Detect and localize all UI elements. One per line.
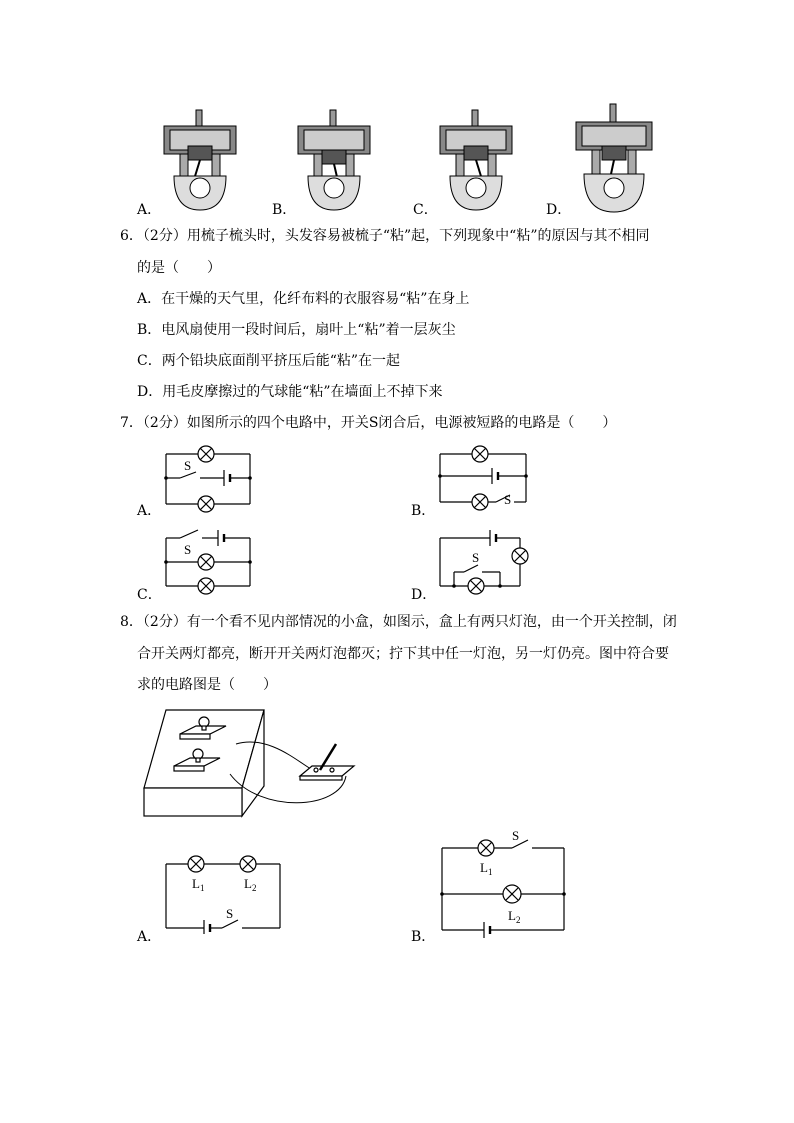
q6-option-b[interactable]: B．电风扇使用一段时间后，扇叶上“粘”着一层灰尘 [137,322,456,338]
q6-score: （2分） [142,228,187,244]
q7-stem-text: 如图所示的四个电路中，开关S闭合后，电源被短路的电路是（ ） [186,415,617,431]
q7-circuit-b [434,444,534,520]
q7-circuit-a [158,442,258,520]
q6-option-d[interactable]: D．用毛皮摩擦过的气球能“粘”在墙面上不掉下来 [137,384,443,400]
engine-figure-b [294,106,374,216]
engine-option-d-label: D． [546,202,572,218]
q7-circuit-d [434,524,538,600]
q6-stem-line1 [120,229,649,243]
q8-circuit-a [158,850,286,934]
q8-option-a-label[interactable]: A． [137,929,162,945]
engine-option-c-label: C． [413,202,438,218]
q6-option-a[interactable]: A．在干燥的天气里，化纤布料的衣服容易“粘”在身上 [137,291,470,307]
q8-box-illustration [140,704,362,820]
q8-score: （2分） [142,614,187,630]
q8-b-lamp1-label: $L_1$ [480,860,493,877]
q8-circuit-b [434,826,570,942]
q8-number: 8． [120,614,143,630]
q6-option-c[interactable]: C．两个铅块底面削平挤压后能“粘”在一起 [137,353,401,369]
q6-stem-text: 用梳子梳头时，头发容易被梳子“粘”起，下列现象中“粘”的原因与其不相同 [186,228,650,244]
engine-option-b-label: B． [272,202,297,218]
q8-a-switch-label: S [226,906,234,921]
q6-number: 6． [120,228,143,244]
q7-circuit-c [158,524,258,600]
q7-score: （2分） [142,415,187,431]
q7-option-d-label[interactable]: D． [411,587,437,603]
q8-b-switch-label: S [512,828,520,843]
q7-b-switch-label: S [504,492,512,507]
engine-figure-d [574,100,654,216]
engine-figure-c [436,106,516,216]
q7-number: 7． [120,415,143,431]
q8-stem-text: 有一个看不见内部情况的小盒，如图示，盒上有两只灯泡，由一个开关控制，闭 [186,614,677,630]
q8-b-lamp2-label: $L_2$ [508,908,521,925]
q8-option-b-label[interactable]: B． [411,929,436,945]
q8-stem-line3: 求的电路图是（ ） [137,677,277,693]
engine-figure-a [160,106,240,216]
q6-stem-line2: 的是（ ） [137,260,221,276]
q8-stem-line2: 合开关两灯都亮，断开开关两灯泡都灭；拧下其中任一灯泡，另一灯仍亮。图中符合要 [137,646,669,662]
engine-option-a-label: A． [137,202,162,218]
q7-option-b-label[interactable]: B． [411,503,436,519]
q8-stem-line1 [120,615,677,629]
q7-d-switch-label: S [472,550,480,565]
q8-a-lamp2-label: $L_2$ [244,876,257,893]
q7-c-switch-label: S [184,542,192,557]
q8-a-lamp1-label: $L_1$ [192,876,205,893]
q7-option-a-label[interactable]: A． [137,503,162,519]
q7-stem [120,416,616,430]
q7-option-c-label[interactable]: C． [137,587,162,603]
q7-a-switch-label: S [184,458,192,473]
